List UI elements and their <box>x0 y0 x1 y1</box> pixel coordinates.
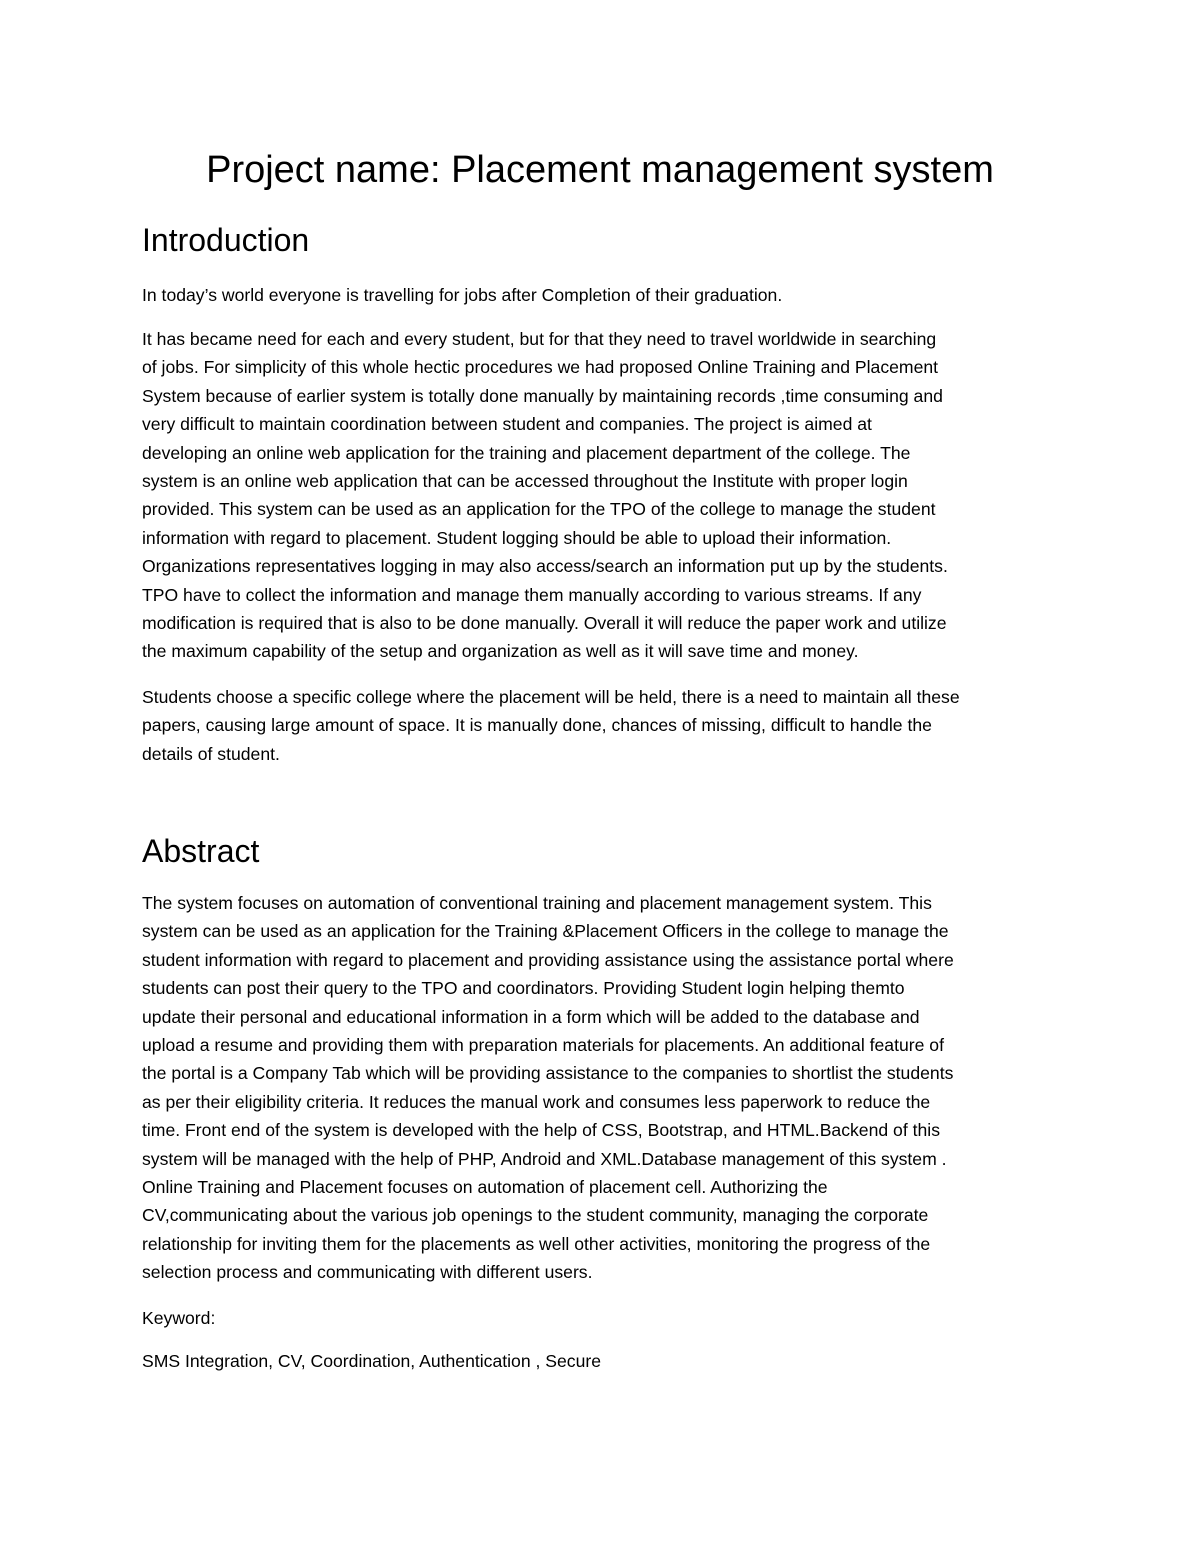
introduction-heading: Introduction <box>142 222 310 258</box>
text-line: Online Training and Placement focuses on automation of placement cell. Authorizing the <box>142 1177 828 1198</box>
text-line: students can post their query to the TPO and coordinators. Providing Student login helping themto <box>142 978 905 999</box>
introduction-paragraph-2 <box>142 325 1072 666</box>
text-line: It has became need for each and every student, but for that they need to travel worldwide in searching <box>142 329 937 349</box>
keyword-label: Keyword: <box>142 1308 216 1328</box>
text-line: system can be used as an application for the Training &Placement Officers in the college to manage the <box>142 921 949 942</box>
text-line: student information with regard to placement and providing assistance using the assistance portal where <box>142 949 954 970</box>
text-line: the portal is a Company Tab which will be providing assistance to the companies to shortlist the students <box>142 1063 954 1084</box>
text-line: the maximum capability of the setup and organization as well as it will save time and money. <box>142 641 859 662</box>
text-line: provided. This system can be used as an application for the TPO of the college to manage the student <box>142 499 936 520</box>
text-line: In today’s world everyone is travelling for jobs after Completion of their graduation. <box>142 285 783 305</box>
text-line: Organizations representatives logging in may also access/search an information put up by the students. <box>142 556 948 577</box>
introduction-paragraph-3 <box>142 683 1072 768</box>
text-line: of jobs. For simplicity of this whole hectic procedures we had proposed Online Training and Placement <box>142 357 939 378</box>
text-line: modification is required that is also to be done manually. Overall it will reduce the paper work and utilize <box>142 613 947 634</box>
text-line: Students choose a specific college where the placement will be held, there is a need to maintain all these <box>142 687 960 707</box>
text-line: The system focuses on automation of conventional training and placement management system. This <box>142 893 932 913</box>
introduction-paragraph-1 <box>142 281 1072 309</box>
text-line: CV,communicating about the various job openings to the student community, managing the corporate <box>142 1205 929 1226</box>
abstract-paragraph <box>142 889 1072 1287</box>
text-line: System because of earlier system is totally done manually by maintaining records ,time consuming and <box>142 385 943 406</box>
document-title: Project name: Placement management system <box>206 149 994 191</box>
text-line: relationship for inviting them for the placements as well other activities, monitoring the progress of the <box>142 1233 931 1254</box>
text-line: very difficult to maintain coordination between student and companies. The project is aimed at <box>142 414 872 435</box>
text-line: upload a resume and providing them with preparation materials for placements. An additional feature of <box>142 1035 944 1056</box>
abstract-heading: Abstract <box>142 833 260 869</box>
keywords-list: SMS Integration, CV, Coordination, Authentication , Secure <box>142 1351 602 1371</box>
text-line: system will be managed with the help of PHP, Android and XML.Database management of this system . <box>142 1148 947 1169</box>
text-line: TPO have to collect the information and manage them manually according to various streams. If any <box>142 584 922 605</box>
text-line: as per their eligibility criteria. It reduces the manual work and consumes less paperwork to reduce the <box>142 1091 931 1112</box>
text-line: information with regard to placement. Student logging should be able to upload their information. <box>142 527 892 548</box>
text-line: selection process and communicating with different users. <box>142 1262 593 1283</box>
text-line: developing an online web application for the training and placement department of the college. The <box>142 442 911 463</box>
text-line: update their personal and educational information in a form which will be added to the database and <box>142 1006 920 1027</box>
text-line: system is an online web application that can be accessed throughout the Institute with proper login <box>142 471 908 492</box>
text-line: time. Front end of the system is developed with the help of CSS, Bootstrap, and HTML.Backend of this <box>142 1120 940 1141</box>
text-line: details of student. <box>142 743 280 764</box>
text-line: papers, causing large amount of space. It is manually done, chances of missing, difficult to handle the <box>142 715 932 736</box>
